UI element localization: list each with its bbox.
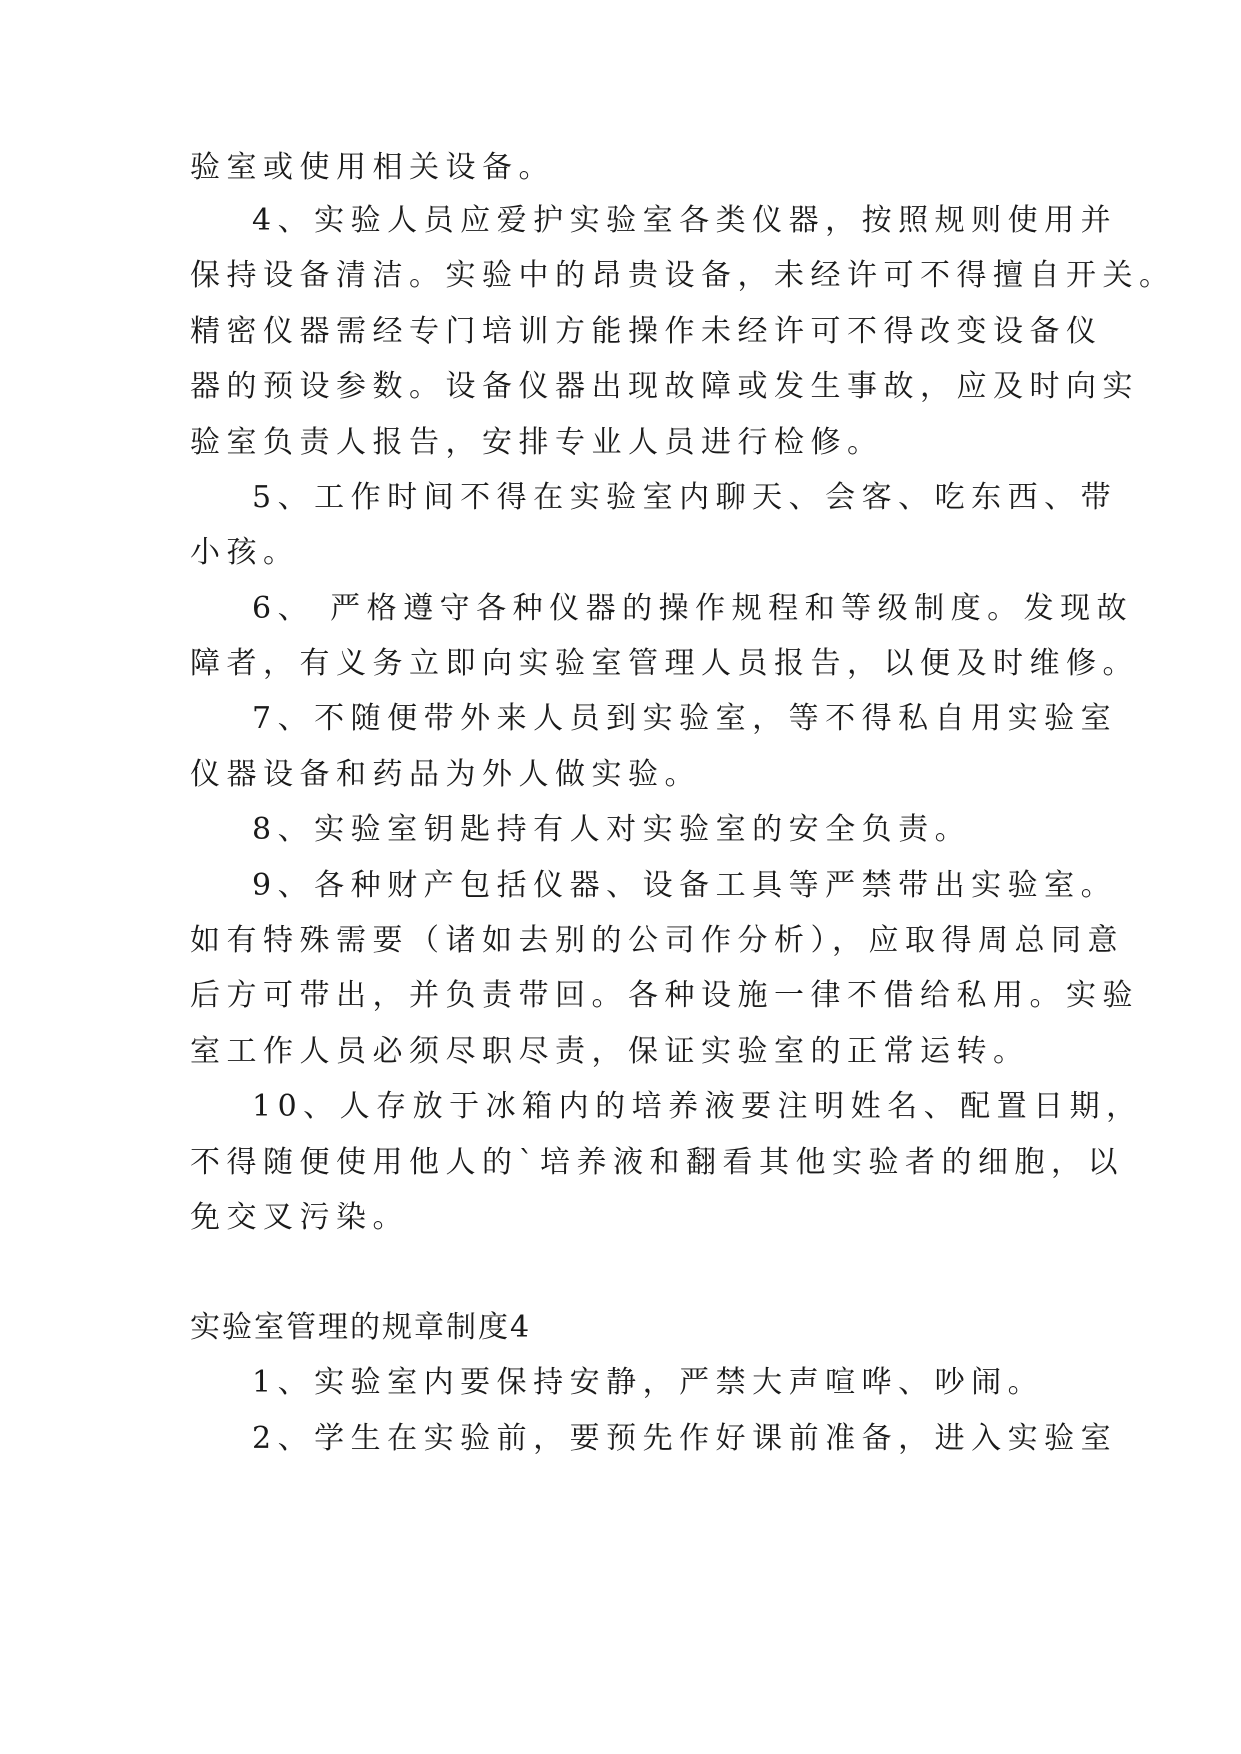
text-line: 1、实验室内要保持安静，严禁大声喧哗、吵闹。 [252, 1365, 1045, 1400]
text-line: 器的预设参数。设备仪器出现故障或发生事故，应及时向实 [190, 369, 1139, 404]
text-line: 保持设备清洁。实验中的昂贵设备，未经许可不得擅自开关。 [190, 258, 1176, 293]
text-line: 验室或使用相关设备。 [190, 150, 555, 185]
text-line: 如有特殊需要（诸如去别的公司作分析），应取得周总同意 [190, 923, 1124, 958]
text-line: 后方可带出，并负责带回。各种设施一律不借给私用。实验 [190, 978, 1139, 1013]
text-line: 不得随便使用他人的`培养液和翻看其他实验者的细胞，以 [190, 1145, 1124, 1180]
text-line: 7、不随便带外来人员到实验室，等不得私自用实验室 [252, 701, 1118, 736]
text-line: 室工作人员必须尽职尽责，保证实验室的正常运转。 [190, 1034, 1030, 1069]
text-line: 免交叉污染。 [190, 1200, 409, 1235]
text-line: 10、人存放于冰箱内的培养液要注明姓名、配置日期， [252, 1089, 1143, 1124]
text-line: 仪器设备和药品为外人做实验。 [190, 757, 701, 792]
text-line: 9、各种财产包括仪器、设备工具等严禁带出实验室。 [252, 868, 1118, 903]
text-line: 5、工作时间不得在实验室内聊天、会客、吃东西、带 [252, 480, 1118, 515]
section-heading: 实验室管理的规章制度4 [190, 1310, 532, 1345]
text-line: 6、 严格遵守各种仪器的操作规程和等级制度。发现故 [252, 591, 1134, 626]
text-line: 2、学生在实验前，要预先作好课前准备，进入实验室 [252, 1421, 1118, 1456]
text-line: 障者，有义务立即向实验室管理人员报告，以便及时维修。 [190, 646, 1139, 681]
text-line: 4、实验人员应爱护实验室各类仪器，按照规则使用并 [252, 203, 1118, 238]
text-line: 小孩。 [190, 535, 300, 570]
text-line: 验室负责人报告，安排专业人员进行检修。 [190, 425, 884, 460]
text-line: 8、实验室钥匙持有人对实验室的安全负责。 [252, 812, 972, 847]
text-line: 精密仪器需经专门培训方能操作未经许可不得改变设备仪 [190, 314, 1103, 349]
